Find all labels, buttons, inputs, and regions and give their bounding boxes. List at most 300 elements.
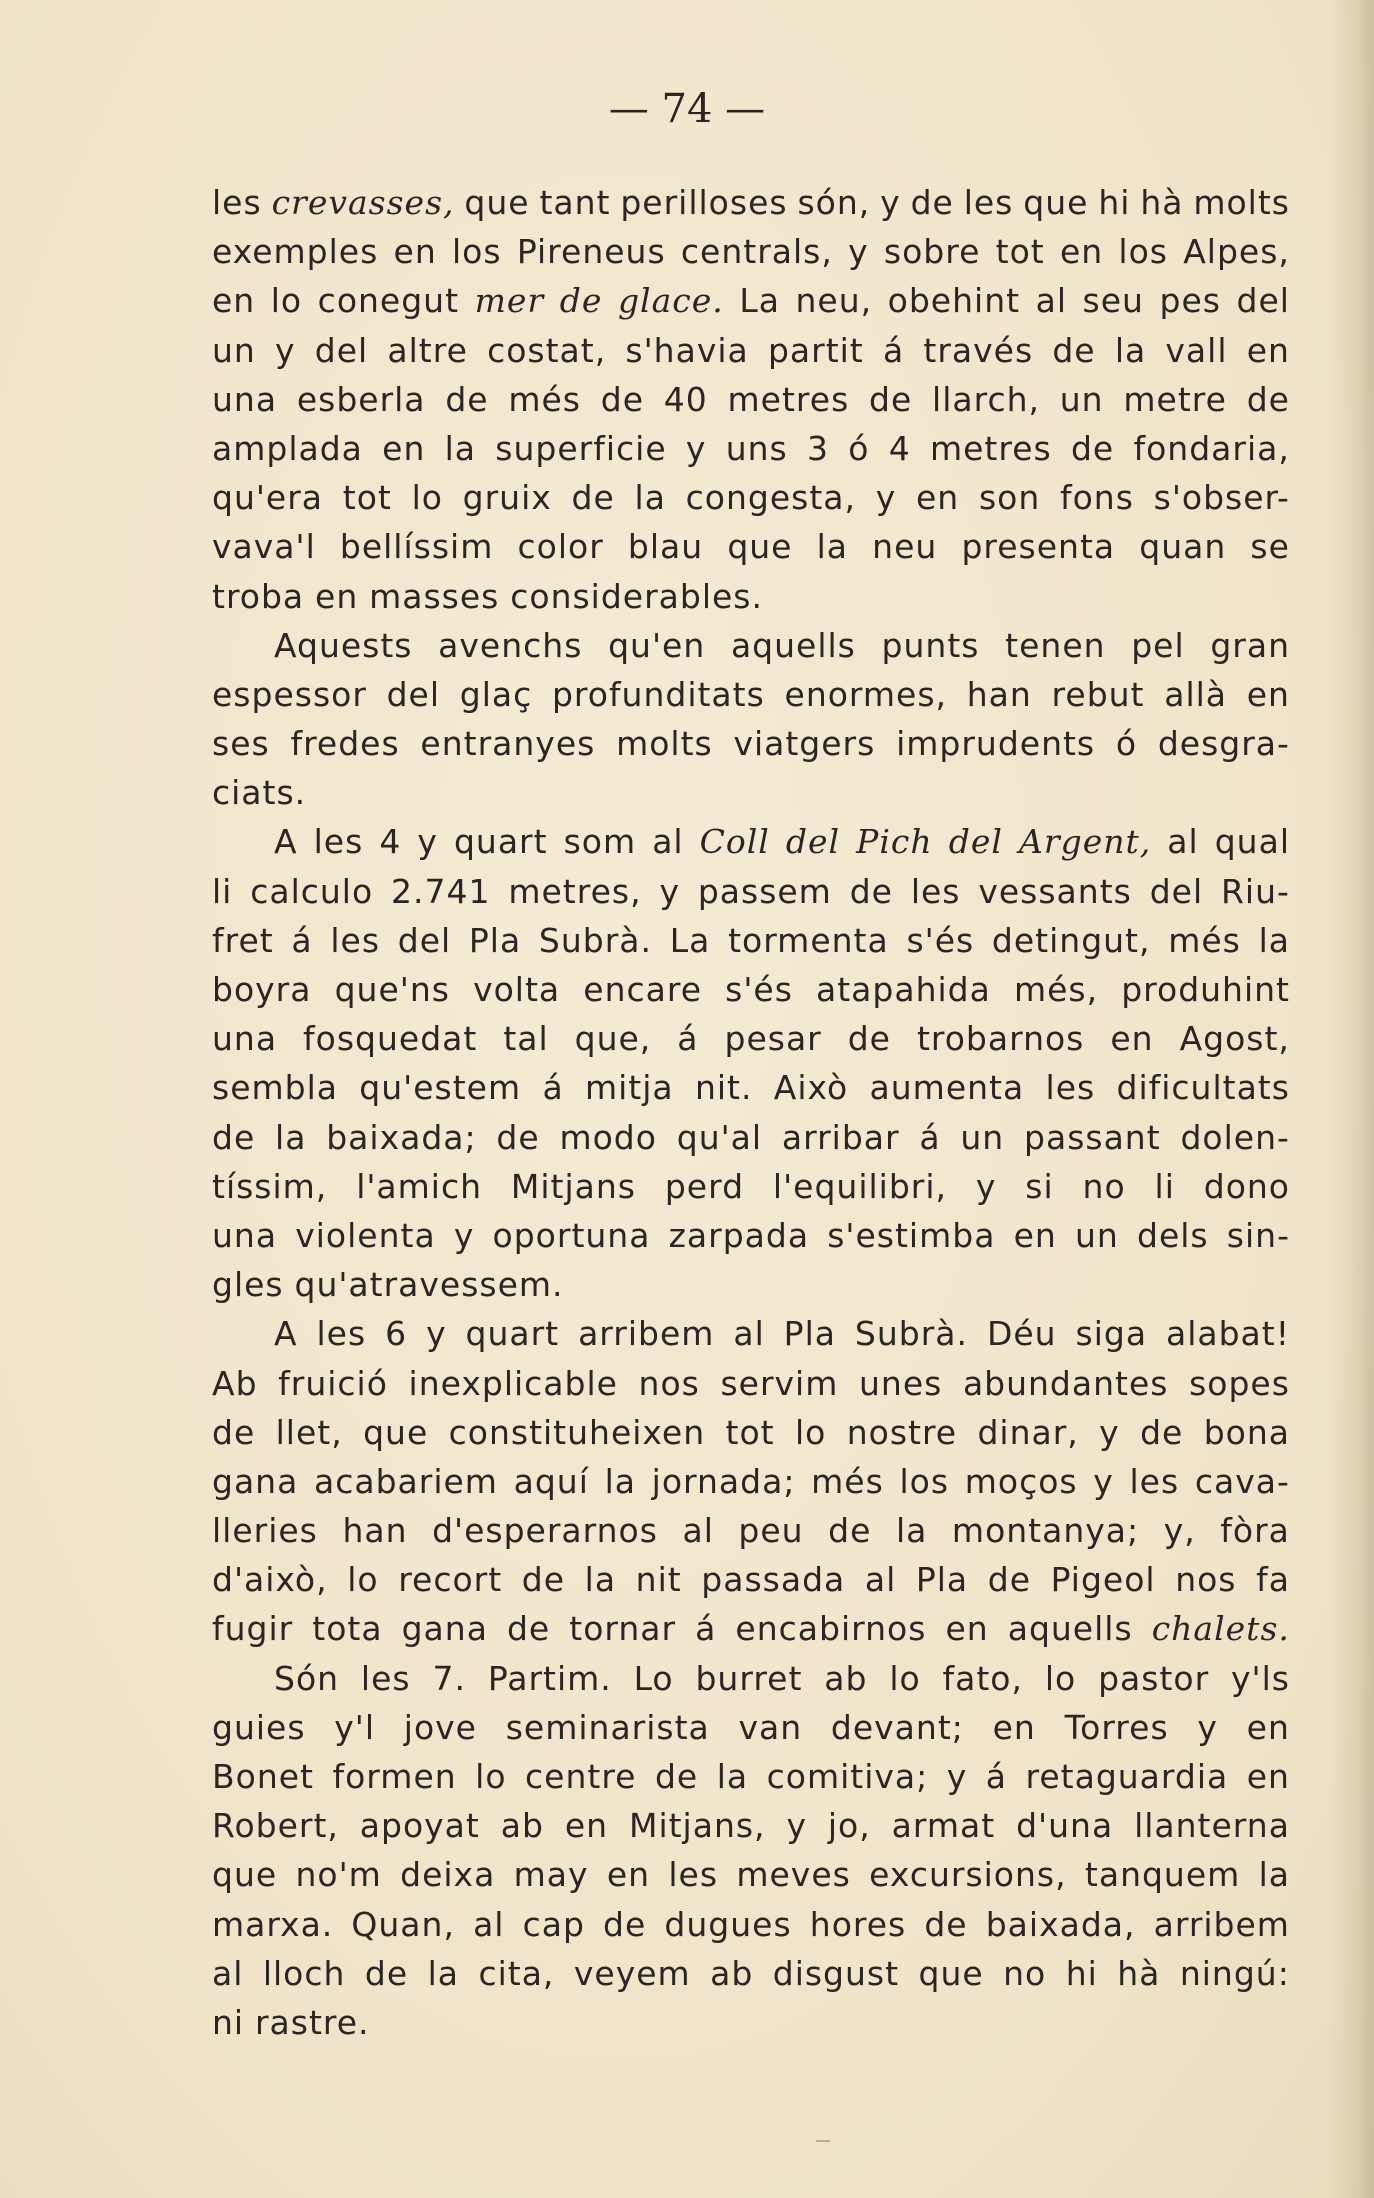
word: y <box>453 1215 475 1255</box>
word: sembla <box>212 1068 338 1108</box>
word: vava'l <box>212 527 316 567</box>
paragraph-first-line <box>212 1654 1290 1703</box>
word: encare <box>583 970 702 1009</box>
text-line <box>212 768 1290 817</box>
word: violenta <box>295 1215 436 1255</box>
italic-word: Argent, <box>1018 822 1152 862</box>
word: de <box>212 1117 256 1157</box>
word: centre <box>525 1757 637 1796</box>
word: servim <box>720 1363 839 1403</box>
word: llet, <box>275 1412 343 1452</box>
word: Això <box>773 1068 849 1108</box>
word: de <box>445 379 489 419</box>
word: 4 <box>379 822 402 862</box>
word: Pla <box>468 920 522 960</box>
word: arribar <box>781 1117 900 1157</box>
word: color <box>517 527 604 567</box>
word: molts <box>1193 183 1290 222</box>
word: en <box>564 1806 609 1846</box>
word: del <box>314 330 369 370</box>
word: formen <box>332 1757 457 1796</box>
word: al <box>1035 281 1067 321</box>
text-line <box>212 1211 1290 1260</box>
word: lo <box>411 478 443 518</box>
word: s'és <box>725 970 793 1009</box>
word: 4 <box>888 428 911 468</box>
word: en <box>315 576 359 616</box>
body-text <box>212 178 1290 2047</box>
word: á <box>985 1757 1008 1796</box>
word: Ab <box>212 1363 258 1403</box>
word: que'ns <box>334 970 450 1009</box>
word: s'és <box>906 920 975 960</box>
word: nit. <box>694 1068 753 1108</box>
word: un <box>1074 1215 1119 1255</box>
word: Subrà. <box>538 920 653 960</box>
word: y <box>880 183 901 222</box>
word: Pla <box>915 1560 969 1600</box>
italic-word: mer <box>474 281 545 321</box>
word: en <box>382 428 426 468</box>
word: siga <box>1075 1314 1148 1354</box>
word: superficie <box>495 428 667 468</box>
word: pel <box>1131 625 1185 665</box>
word: seu <box>1082 281 1144 321</box>
text-line <box>212 1900 1290 1949</box>
word: hores <box>809 1904 907 1944</box>
word: constituheixen <box>448 1412 706 1452</box>
text-line <box>212 1998 1290 2047</box>
word: llanterna <box>1134 1806 1290 1846</box>
word: van <box>738 1707 803 1747</box>
word: cita, <box>478 1953 555 1993</box>
word: desgra- <box>1157 724 1290 764</box>
word: que <box>363 1412 429 1452</box>
word: moços <box>964 1461 1078 1501</box>
word: pesar <box>724 1019 822 1059</box>
word: armat <box>891 1806 996 1846</box>
word: són, <box>797 183 871 222</box>
word: A <box>274 822 298 862</box>
word: Agost, <box>1179 1019 1290 1059</box>
word: no'm <box>295 1855 382 1895</box>
word: de <box>496 1117 540 1157</box>
word: y <box>417 822 438 862</box>
word: hà <box>1140 183 1184 222</box>
word: nit <box>635 1560 682 1600</box>
word: en <box>1246 674 1290 714</box>
word: tornar <box>569 1609 677 1649</box>
word: de <box>869 379 913 419</box>
word: de <box>1140 1412 1184 1452</box>
word: masses <box>369 576 500 616</box>
word: atapahida <box>816 970 991 1009</box>
word: d'això, <box>212 1560 328 1600</box>
word: á <box>882 330 905 370</box>
word: de <box>506 1609 551 1649</box>
word: Pigeol <box>1050 1560 1156 1600</box>
word: baixada; <box>326 1117 477 1157</box>
word: La <box>669 920 711 960</box>
word: les <box>1045 1068 1096 1108</box>
word: del <box>1149 871 1204 911</box>
word: Lo <box>633 1658 674 1698</box>
word: perilloses <box>620 183 788 222</box>
word: y <box>946 1757 968 1796</box>
word: 40 <box>663 379 708 419</box>
word: altre <box>387 330 468 370</box>
word: tant <box>539 183 611 222</box>
word: uns <box>725 428 788 468</box>
word: de <box>212 1412 256 1452</box>
word: y <box>1197 1707 1218 1747</box>
text-line <box>212 1604 1290 1653</box>
paragraph-first-line <box>212 1309 1290 1358</box>
word: abundantes <box>962 1363 1169 1403</box>
word: un <box>960 1117 1005 1157</box>
word: dificultats <box>1116 1068 1290 1108</box>
word: 7. <box>432 1658 466 1698</box>
word: passada <box>701 1560 846 1600</box>
word: centrals, <box>680 232 833 272</box>
word: tot <box>342 478 392 518</box>
word: més <box>1168 920 1241 960</box>
word: una <box>212 1019 278 1059</box>
word: Aquests <box>274 625 413 665</box>
text-line <box>212 1703 1290 1752</box>
word: disgust <box>772 1953 900 1993</box>
italic-word: de <box>559 281 603 321</box>
word: blau <box>627 527 704 567</box>
text-line <box>212 1457 1290 1506</box>
word: al <box>212 1953 244 1993</box>
word: presenta <box>961 527 1116 567</box>
word: les <box>910 871 961 911</box>
word: al <box>1167 822 1199 862</box>
word: y <box>659 871 680 911</box>
text-line <box>212 375 1290 424</box>
word: de <box>600 379 644 419</box>
word: Torres <box>1064 1707 1169 1747</box>
word: glaç <box>459 674 533 714</box>
word: lo <box>1044 1658 1077 1698</box>
word: lloch <box>262 1953 346 1993</box>
text-line <box>212 1555 1290 1604</box>
word: acabariem <box>314 1461 498 1501</box>
word: Robert, <box>212 1806 339 1846</box>
word: á <box>919 1117 941 1157</box>
word: montanya; <box>951 1511 1140 1551</box>
italic-word: Coll <box>699 822 770 862</box>
word: metre <box>1123 379 1227 419</box>
word: enormes, <box>784 674 948 714</box>
word: á <box>677 1019 699 1059</box>
word: un <box>212 330 256 370</box>
word: lo <box>889 1658 921 1698</box>
word: viatgers <box>733 724 876 764</box>
word: á <box>695 1609 717 1649</box>
paragraph-first-line <box>212 817 1290 866</box>
word: troba <box>212 576 305 616</box>
word: quart <box>453 822 548 862</box>
word: al <box>682 1511 714 1551</box>
word: Subrà. <box>854 1314 968 1354</box>
word: en <box>393 232 437 272</box>
word: passant <box>1024 1117 1161 1157</box>
word: dolen- <box>1180 1117 1290 1157</box>
word: fa <box>1256 1560 1290 1600</box>
word: de <box>1070 428 1115 468</box>
word: la <box>1258 920 1290 960</box>
italic-word: chalets. <box>1151 1609 1290 1649</box>
word: la <box>584 1560 617 1600</box>
word: se <box>1250 527 1290 567</box>
word: unes <box>859 1363 943 1403</box>
word: si <box>1025 1166 1054 1206</box>
word: del <box>386 674 441 714</box>
word: aquells <box>1007 1609 1133 1649</box>
word: quan <box>1139 527 1227 567</box>
word: s'havia <box>625 330 749 370</box>
word: profunditats <box>551 674 765 714</box>
word: burret <box>695 1658 803 1698</box>
word: més, <box>1013 970 1099 1009</box>
word: que <box>212 1855 278 1895</box>
text-line <box>212 670 1290 719</box>
text-line <box>212 178 1290 227</box>
word: que <box>727 527 793 567</box>
word: fòra <box>1220 1511 1290 1551</box>
word: deixa <box>400 1855 496 1895</box>
word: avenchs <box>438 625 583 665</box>
word: calculo <box>250 871 374 911</box>
word: som <box>563 822 637 862</box>
word: excursions, <box>869 1855 1067 1895</box>
word: tal <box>503 1019 549 1059</box>
word: ningú: <box>1179 1953 1290 1993</box>
word: l'equilibri, <box>772 1166 948 1206</box>
word: y <box>786 1806 807 1846</box>
word: ni <box>212 2002 245 2042</box>
word: lo <box>270 281 303 321</box>
word: nos <box>638 1363 700 1403</box>
word: considerables. <box>510 576 763 616</box>
word: mitja <box>584 1068 674 1108</box>
word: metres, <box>508 871 642 911</box>
word: al <box>864 1560 897 1600</box>
word: aquells <box>730 625 856 665</box>
word: tot <box>995 232 1045 272</box>
word: fato, <box>942 1658 1023 1698</box>
word: retaguardia <box>1025 1757 1229 1796</box>
word: de <box>1052 330 1096 370</box>
word: trobarnos <box>916 1019 1085 1059</box>
word: la <box>895 1511 928 1551</box>
word: ab <box>500 1806 544 1846</box>
word: en <box>1059 232 1104 272</box>
text-line <box>212 326 1290 375</box>
word: fredes <box>290 724 400 764</box>
word: pes <box>1159 281 1221 321</box>
word: la <box>444 428 477 468</box>
word: en <box>945 1609 989 1649</box>
word: imprudents <box>896 724 1096 764</box>
word: quart <box>465 1314 560 1354</box>
word: tíssim, <box>212 1166 328 1206</box>
text-line <box>212 1408 1290 1457</box>
word: dugues <box>664 1904 792 1944</box>
word: Mitjans <box>510 1166 636 1206</box>
word: de <box>654 1757 699 1796</box>
word: marxa. <box>212 1904 334 1944</box>
word: 3 <box>806 428 829 468</box>
word: lo <box>347 1560 379 1600</box>
word: jove <box>403 1707 477 1747</box>
word: la <box>1258 1855 1290 1895</box>
italic-word: Pich <box>856 822 933 862</box>
word: hà <box>1117 1953 1161 1993</box>
word: ab <box>710 1953 754 1993</box>
word: fruició <box>278 1363 388 1403</box>
word: gana <box>212 1461 299 1501</box>
word: meves <box>736 1855 851 1895</box>
word: y <box>975 1166 997 1206</box>
word: y <box>875 478 897 518</box>
word: Alpes, <box>1183 232 1290 272</box>
word: al <box>473 1904 505 1944</box>
word: les <box>963 183 1014 222</box>
word: amplada <box>212 428 363 468</box>
word: ab <box>824 1658 868 1698</box>
word: en <box>1246 1757 1290 1796</box>
word: y <box>685 428 707 468</box>
word: de <box>924 1904 968 1944</box>
word: los <box>1118 232 1168 272</box>
word: Quan, <box>351 1904 455 1944</box>
word: les <box>212 183 262 222</box>
word: entranyes <box>420 724 596 764</box>
word: jo, <box>827 1806 871 1846</box>
text-line <box>212 227 1290 276</box>
word: zarpada <box>668 1215 810 1255</box>
word: produhint <box>1121 970 1290 1009</box>
word: allà <box>1164 674 1227 714</box>
text-line <box>212 1063 1290 1112</box>
text-line <box>212 276 1290 325</box>
word: congesta, <box>685 478 856 518</box>
word: s'estimba <box>827 1215 996 1255</box>
word: les <box>313 822 364 862</box>
word: la <box>634 478 666 518</box>
word: en <box>1013 1215 1057 1255</box>
word: un <box>1059 379 1104 419</box>
word: pastor <box>1098 1658 1210 1698</box>
word: son <box>978 478 1041 518</box>
word: y <box>1093 1461 1114 1501</box>
italic-word: crevasses, <box>271 183 455 222</box>
word: sopes <box>1189 1363 1290 1403</box>
word: qu'estem <box>359 1068 522 1108</box>
word: lo <box>794 1412 827 1452</box>
word: una <box>212 379 278 419</box>
word: Mitjans, <box>628 1806 766 1846</box>
word: s'obser- <box>1153 478 1290 518</box>
word: les <box>330 920 381 960</box>
word: qu'en <box>608 625 706 665</box>
word: boyra <box>212 970 312 1009</box>
word: seminarista <box>505 1707 710 1747</box>
paragraph-first-line <box>212 621 1290 670</box>
word: més <box>508 379 581 419</box>
word: sin- <box>1226 1215 1290 1255</box>
word: gles <box>212 1265 284 1305</box>
text-line <box>212 1014 1290 1063</box>
word: que <box>918 1953 984 1993</box>
text-line <box>212 1506 1290 1555</box>
word: en <box>212 281 256 321</box>
word: dels <box>1137 1215 1209 1255</box>
word: inexplicable <box>408 1363 618 1403</box>
italic-word: del <box>785 822 841 862</box>
word: sobre <box>883 232 981 272</box>
word: 6 <box>385 1314 408 1354</box>
word: de <box>1246 379 1290 419</box>
word: en <box>992 1707 1036 1747</box>
text-line <box>212 1752 1290 1801</box>
word: comitiva; <box>766 1757 929 1796</box>
word: cava- <box>1194 1461 1290 1501</box>
text-line <box>212 1949 1290 1998</box>
word: dono <box>1203 1166 1290 1206</box>
text-line <box>212 867 1290 916</box>
word: ó <box>848 428 870 468</box>
word: la <box>427 1953 459 1993</box>
word: jornada; <box>651 1461 796 1501</box>
word: devant; <box>830 1707 964 1747</box>
word: de <box>828 1511 872 1551</box>
word: partit <box>767 330 864 370</box>
word: y <box>426 1314 447 1354</box>
word: y <box>1099 1412 1120 1452</box>
word: lo <box>475 1757 507 1796</box>
word: y <box>275 330 296 370</box>
word: hi <box>1098 183 1131 222</box>
word: A <box>274 1314 298 1354</box>
word: arribem <box>578 1314 715 1354</box>
word: més <box>811 1461 884 1501</box>
word: peu <box>738 1511 804 1551</box>
word: dinar, <box>977 1412 1079 1452</box>
word: recort <box>398 1560 503 1600</box>
word: á <box>291 920 313 960</box>
word: no <box>1082 1166 1126 1206</box>
word: Són <box>274 1658 340 1698</box>
word: detingut, <box>991 920 1151 960</box>
word: fret <box>212 920 274 960</box>
word: de <box>521 1560 566 1600</box>
word: encabirnos <box>735 1609 927 1649</box>
word: y, <box>1163 1511 1196 1551</box>
word: metres <box>727 379 850 419</box>
word: tota <box>312 1609 383 1649</box>
page-number: — 74 — <box>608 86 766 132</box>
word: de <box>849 871 893 911</box>
word: espessor <box>212 674 367 714</box>
word: tenen <box>1005 625 1106 665</box>
word: punts <box>881 625 980 665</box>
word: en <box>916 478 960 518</box>
text-line <box>212 1260 1290 1309</box>
